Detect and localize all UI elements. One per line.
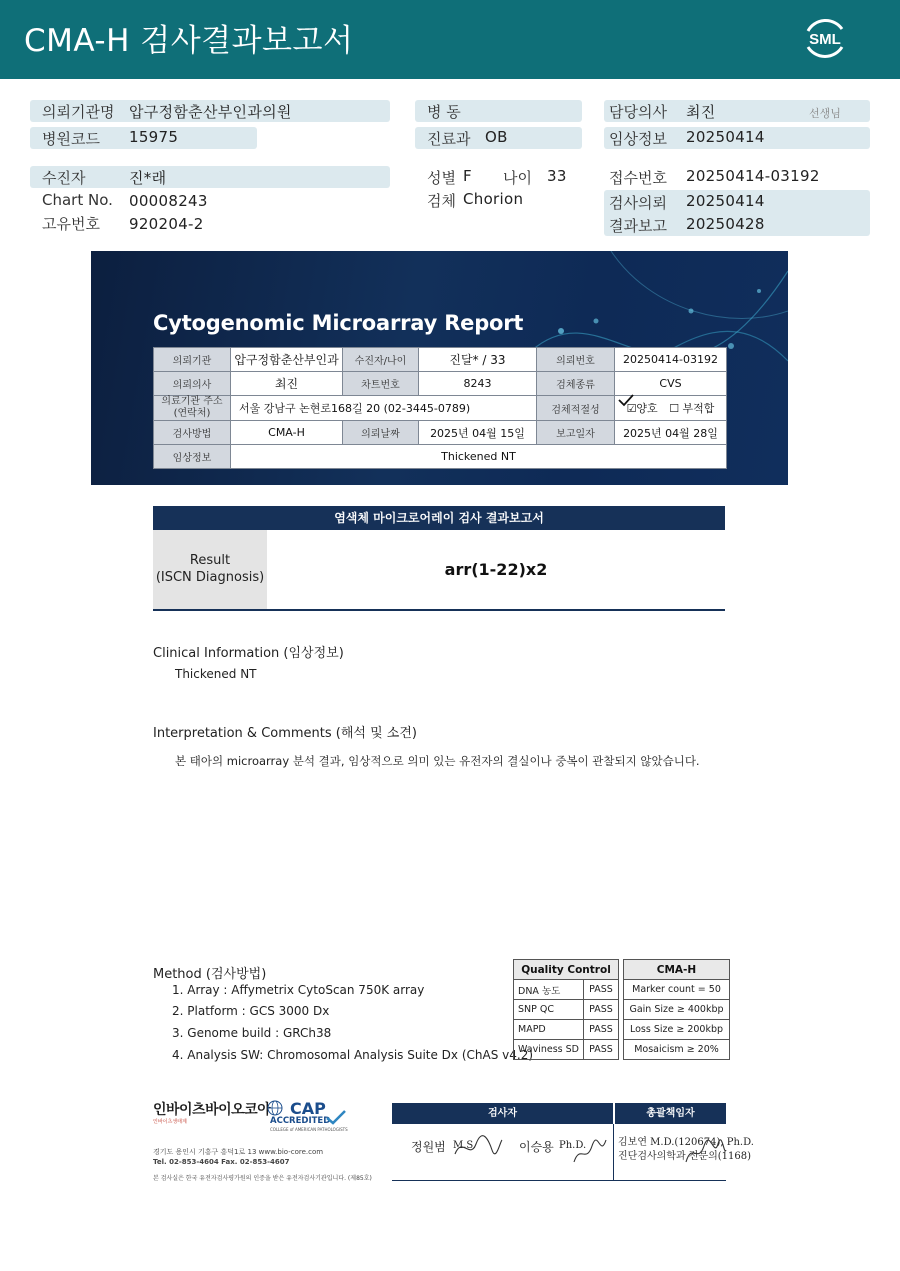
qc-row bbox=[514, 1020, 619, 1040]
cma-criterion: Loss Size ≥ 200kbp bbox=[624, 1020, 730, 1040]
cma-row bbox=[624, 1000, 730, 1020]
sex-value: F bbox=[463, 167, 472, 185]
director-signature bbox=[684, 1136, 728, 1168]
cap-org-name: COLLEGE of AMERICAN PATHOLOGISTS bbox=[270, 1127, 348, 1132]
result-label-line1: Result bbox=[189, 553, 231, 568]
examiner2-name: 이승용 bbox=[519, 1140, 554, 1154]
method-item: 1. Array : Affymetrix CytoScan 750K array bbox=[172, 983, 425, 997]
examiner1-degree: M.S. bbox=[453, 1140, 477, 1151]
banner-cell: 수진자/나이 bbox=[343, 348, 419, 372]
banner-cell: CMA-H bbox=[231, 421, 343, 445]
banner-cell: 차트번호 bbox=[343, 372, 419, 396]
name-value: 진*래 bbox=[129, 169, 167, 187]
id-value: 920204-2 bbox=[129, 215, 204, 233]
method-item: 2. Platform : GCS 3000 Dx bbox=[172, 1004, 330, 1018]
banner-cell: 의료기관 주소 (연락처) bbox=[154, 396, 231, 421]
request-value: 20250414 bbox=[686, 192, 765, 210]
doctor-value: 최진 bbox=[686, 103, 716, 121]
report-header bbox=[0, 0, 900, 79]
banner-cell: 2025년 04월 15일 bbox=[419, 421, 537, 445]
examiner2-signature bbox=[570, 1134, 610, 1168]
cma-banner bbox=[91, 251, 788, 485]
cap-logo-text: CAP bbox=[290, 1099, 326, 1118]
doctor-suffix: 선생님 bbox=[809, 107, 841, 120]
banner-cell: 보고일자 bbox=[537, 421, 615, 445]
cma-criterion: Gain Size ≥ 400kbp bbox=[624, 1000, 730, 1020]
banner-row bbox=[154, 445, 727, 469]
hospcode-value: 15975 bbox=[129, 128, 179, 146]
company-logo: 인바이츠바이오코아 bbox=[153, 1102, 271, 1118]
dept-label: 진료과 bbox=[427, 130, 471, 148]
banner-cell: 검체적절성 bbox=[537, 396, 615, 421]
banner-cell: 압구정함춘산부인과 bbox=[231, 348, 343, 372]
method-item: 3. Genome build : GRCh38 bbox=[172, 1026, 332, 1040]
banner-row bbox=[154, 396, 727, 421]
request-label: 검사의뢰 bbox=[609, 194, 667, 212]
doctor-label: 담당의사 bbox=[609, 103, 667, 121]
qc-item: MAPD bbox=[514, 1020, 584, 1040]
banner-cell: 진달* / 33 bbox=[419, 348, 537, 372]
qc-item: Waviness SD bbox=[514, 1040, 584, 1060]
qc-status: PASS bbox=[584, 980, 619, 1000]
method-title: Method (검사방법) bbox=[153, 967, 267, 982]
cap-globe-icon bbox=[267, 1100, 289, 1116]
sml-logo-text: SML bbox=[809, 31, 841, 48]
qc-row bbox=[514, 980, 619, 1000]
banner-row bbox=[154, 421, 727, 445]
banner-cell: 검사방법 bbox=[154, 421, 231, 445]
qc-row bbox=[514, 1000, 619, 1020]
id-label: 고유번호 bbox=[42, 215, 100, 233]
sml-logo bbox=[800, 13, 850, 63]
banner-cell: 2025년 04월 28일 bbox=[615, 421, 727, 445]
dept-value: OB bbox=[485, 128, 508, 146]
cma-table-title: CMA-H bbox=[624, 960, 730, 980]
qc-item: SNP QC bbox=[514, 1000, 584, 1020]
signature-separator bbox=[613, 1124, 614, 1180]
banner-row bbox=[154, 372, 727, 396]
checkmark-icon bbox=[325, 1109, 347, 1125]
banner-row bbox=[154, 348, 727, 372]
result-value: arr(1-22)x2 bbox=[444, 560, 548, 579]
banner-cell: 검체종류 bbox=[537, 372, 615, 396]
result-label-line2: (ISCN Diagnosis) bbox=[155, 570, 265, 585]
clinical-label: 임상정보 bbox=[609, 130, 667, 148]
banner-title: Cytogenomic Microarray Report bbox=[153, 311, 524, 335]
report-date-value: 20250428 bbox=[686, 215, 765, 233]
director-line1: 김보연 M.D.(120674), Ph.D. bbox=[618, 1137, 754, 1148]
company-phone: Tel. 02-853-4604 Fax. 02-853-4607 bbox=[153, 1158, 290, 1166]
clinical-value: 20250414 bbox=[686, 128, 765, 146]
banner-cell: 8243 bbox=[419, 372, 537, 396]
clinical-info-body: Thickened NT bbox=[175, 667, 257, 681]
receipt-value: 20250414-03192 bbox=[686, 167, 820, 185]
interpretation-body: 본 태아의 microarray 분석 결과, 임상적으로 의미 있는 유전자의 결실이나 중복이 관찰되지 않았습니다. bbox=[175, 754, 700, 768]
banner-cell: 의뢰번호 bbox=[537, 348, 615, 372]
report-title: CMA-H 검사결과보고서 bbox=[24, 23, 354, 59]
cma-row bbox=[624, 980, 730, 1000]
qc-status: PASS bbox=[584, 1040, 619, 1060]
banner-info-table bbox=[153, 347, 727, 469]
banner-cell: 의뢰의사 bbox=[154, 372, 231, 396]
interpretation-title: Interpretation & Comments (해석 및 소견) bbox=[153, 726, 417, 741]
examiner1-signature bbox=[452, 1130, 504, 1164]
fitness-checkmark-icon bbox=[617, 393, 635, 409]
director-line2: 진단검사의학과 전문의(1168) bbox=[618, 1151, 752, 1162]
signature-divider bbox=[392, 1180, 726, 1181]
certification-note: 본 검사실은 한국 유전자검사평가원의 인증을 받은 유전자검사기관입니다. (제85호) bbox=[153, 1175, 372, 1182]
chart-label: Chart No. bbox=[42, 191, 113, 209]
banner-cell: 20250414-03192 bbox=[615, 348, 727, 372]
banner-cell: Thickened NT bbox=[231, 445, 727, 469]
banner-address: 서울 강남구 논현로168길 20 (02-3445-0789) bbox=[231, 396, 537, 421]
qc-table bbox=[513, 959, 619, 1060]
fitness-ok-checkbox: ☑양호 bbox=[626, 402, 658, 415]
cap-accredited: ACCREDITED bbox=[270, 1116, 331, 1126]
banner-cell: 최진 bbox=[231, 372, 343, 396]
report-date-label: 결과보고 bbox=[609, 217, 667, 235]
company-address: 경기도 용인시 기흥구 흥덕1로 13 www.bio-core.com bbox=[153, 1148, 324, 1156]
cma-row bbox=[624, 1020, 730, 1040]
banner-cell: 의뢰기관 bbox=[154, 348, 231, 372]
specimen-label: 검체 bbox=[427, 192, 456, 210]
examiner2-degree: Ph.D. bbox=[559, 1140, 587, 1151]
banner-cell: 의뢰날짜 bbox=[343, 421, 419, 445]
hospital-value: 압구정함춘산부인과의원 bbox=[129, 103, 292, 121]
chart-value: 00008243 bbox=[129, 192, 208, 210]
qc-table-title: Quality Control bbox=[514, 960, 619, 980]
examiner1-name: 정원범 bbox=[411, 1140, 446, 1154]
ward-label: 병 동 bbox=[427, 103, 461, 121]
qc-status: PASS bbox=[584, 1000, 619, 1020]
banner-cell: CVS bbox=[615, 372, 727, 396]
method-item: 4. Analysis SW: Chromosomal Analysis Suite Dx (ChAS v4.2) bbox=[172, 1048, 534, 1062]
qc-status: PASS bbox=[584, 1020, 619, 1040]
specimen-value: Chorion bbox=[463, 190, 524, 208]
qc-row bbox=[514, 1040, 619, 1060]
director-header: 총괄책임자 bbox=[615, 1103, 726, 1124]
age-value: 33 bbox=[547, 167, 567, 185]
age-label: 나이 bbox=[503, 169, 532, 187]
cma-criterion: Marker count = 50 bbox=[624, 980, 730, 1000]
result-label bbox=[153, 530, 267, 609]
result-divider bbox=[153, 609, 725, 611]
cma-row bbox=[624, 1040, 730, 1060]
receipt-label: 접수번호 bbox=[609, 169, 667, 187]
result-header: 염색체 마이크로어레이 검사 결과보고서 bbox=[153, 506, 725, 530]
hospcode-label: 병원코드 bbox=[42, 130, 100, 148]
clinical-info-title: Clinical Information (임상정보) bbox=[153, 646, 344, 661]
examiner-header: 검사자 bbox=[392, 1103, 613, 1124]
fitness-bad-checkbox: ☐ 부적합 bbox=[669, 402, 715, 415]
name-label: 수진자 bbox=[42, 169, 86, 187]
qc-item: DNA 농도 bbox=[514, 980, 584, 1000]
company-logo-sub: 인바이츠생태계 bbox=[153, 1119, 187, 1125]
hospital-label: 의뢰기관명 bbox=[42, 103, 115, 121]
banner-cell: 임상정보 bbox=[154, 445, 231, 469]
cma-criteria-table bbox=[623, 959, 730, 1060]
sex-label: 성별 bbox=[427, 169, 456, 187]
cma-criterion: Mosaicism ≥ 20% bbox=[624, 1040, 730, 1060]
